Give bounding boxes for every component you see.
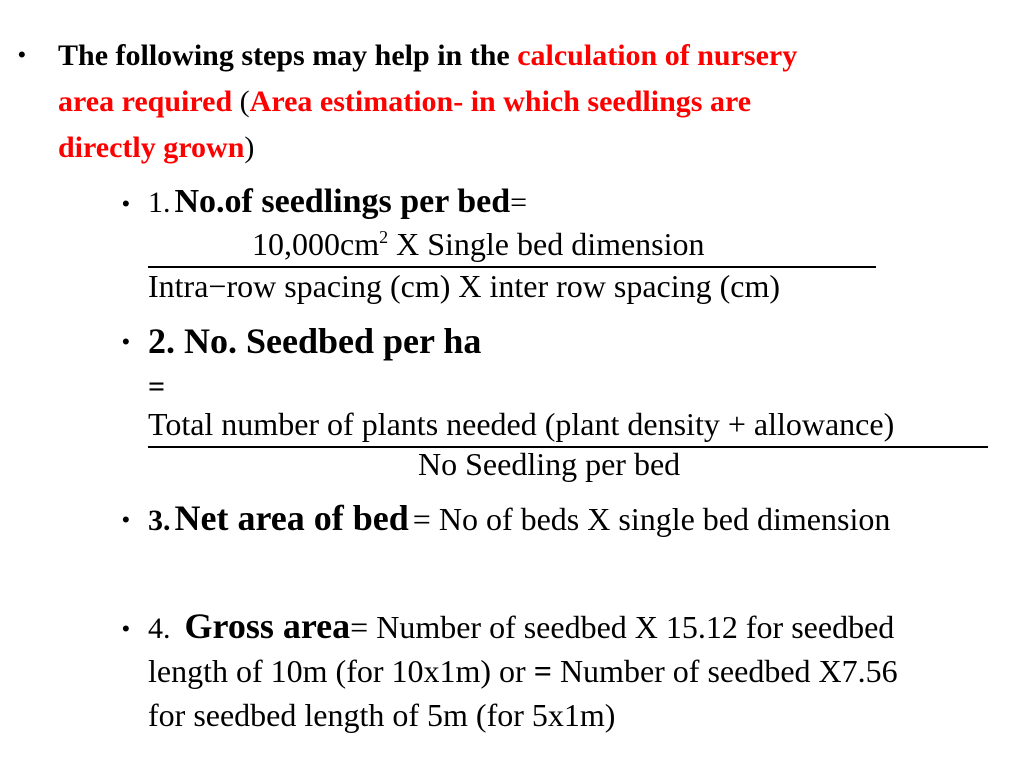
intro-highlight: calculation of nursery	[517, 39, 798, 72]
bullet-icon: •	[18, 42, 26, 67]
step4-title: Gross area	[184, 606, 351, 646]
step2-denominator: No Seedling per bed	[418, 446, 681, 482]
step4-bullet-icon: •	[122, 616, 130, 641]
step4-number: 4.	[148, 612, 171, 645]
step4-line2-a: length of 10m (for 10x1m) or	[148, 653, 534, 689]
step1-numerator-base: 10,000cm	[252, 226, 380, 262]
step1-title: No.of seedlings per bed	[174, 183, 511, 220]
intro-area-estimation: Area estimation- in which seedlings are	[249, 85, 752, 118]
step2-numerator: Total number of plants needed (plant density + allowance)	[148, 406, 895, 442]
step2-eq: =	[148, 370, 166, 403]
step4-line2-b: Number of seedbed X7.56	[551, 653, 898, 689]
step4-line-2	[148, 653, 898, 690]
step1-heading	[148, 183, 527, 221]
intro-directly-grown: directly grown	[58, 131, 245, 164]
step1-numerator-sup: 2	[379, 227, 389, 247]
step1-bullet-icon: •	[122, 191, 130, 216]
intro-text: The following steps may help in the	[58, 39, 518, 72]
step1-number: 1.	[148, 186, 171, 219]
intro-highlight-2: area required	[58, 85, 233, 118]
step3-line	[148, 497, 890, 539]
step4-line2-eq: =	[533, 653, 552, 689]
intro-line-3	[58, 125, 254, 171]
intro-line-2	[58, 79, 751, 125]
step1-eq: =	[510, 186, 528, 219]
step2-title: 2. No. Seedbed per ha	[148, 321, 482, 361]
step3-text: No of beds X single bed dimension	[430, 501, 891, 537]
step4-line-3: for seedbed length of 5m (for 5x1m)	[148, 697, 616, 733]
intro-line-1	[58, 33, 797, 79]
step3-title: Net area of bed	[174, 498, 409, 538]
step3-number: 3.	[148, 504, 171, 537]
intro-paren-close: )	[244, 131, 255, 164]
step1-numerator-rest: X Single bed dimension	[388, 226, 705, 262]
step4-line1-text: = Number of seedbed X 15.12 for seedbed	[350, 609, 895, 645]
intro-paren-open: (	[232, 85, 250, 118]
step4-line-1	[148, 605, 894, 647]
step2-bullet-icon: •	[122, 329, 130, 354]
step3-bullet-icon: •	[122, 507, 130, 532]
step1-denominator: Intra−row spacing (cm) X inter row spacing (cm)	[148, 268, 781, 304]
step1-numerator	[252, 226, 705, 263]
step3-eq: =	[412, 501, 431, 537]
